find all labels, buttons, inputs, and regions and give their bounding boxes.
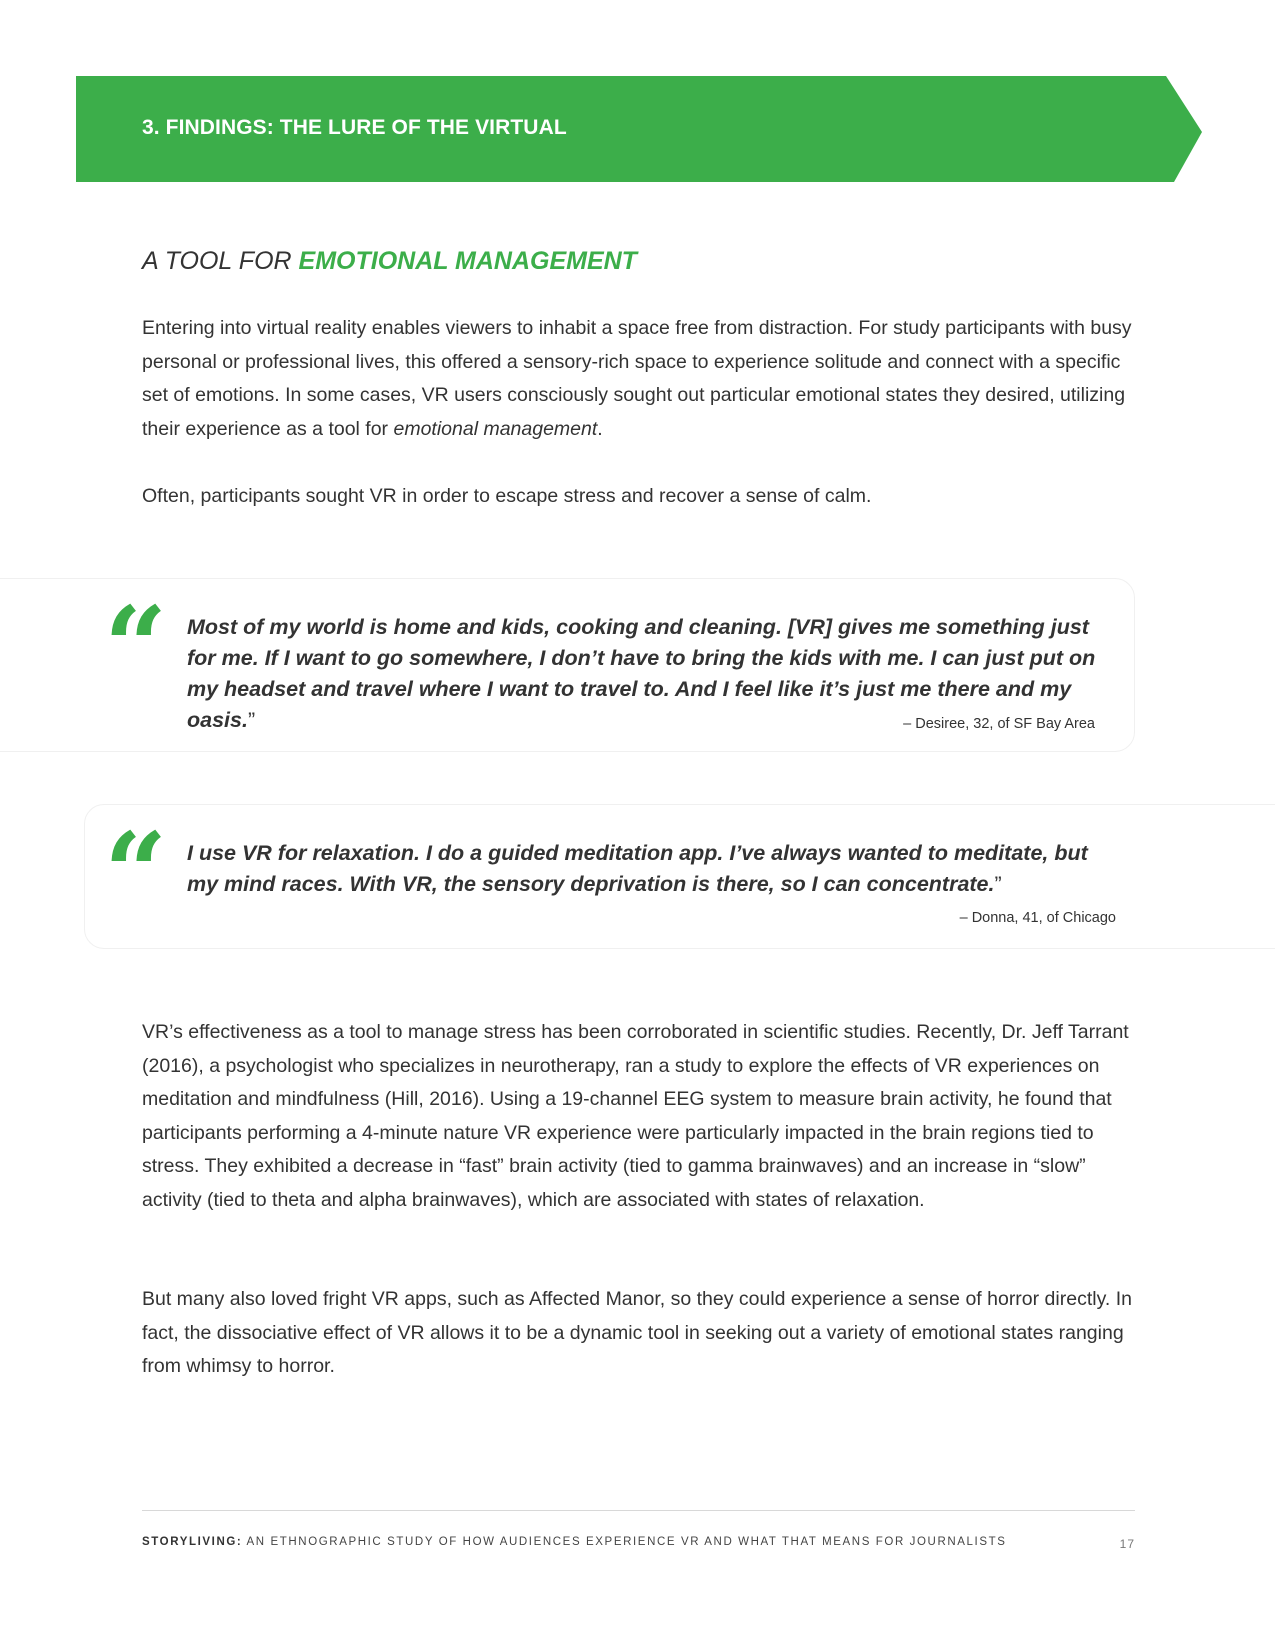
quote-mark-icon: “: [104, 808, 160, 937]
calm-paragraph: Often, participants sought VR in order to escape stress and recover a sense of calm.: [142, 485, 872, 507]
footer-brand: STORYLIVING:: [142, 1536, 243, 1548]
study-paragraph: VR’s effectiveness as a tool to manage stress has been corroborated in scientific studies. Recently, Dr. Jeff Tarrant (2016), a psychologist who specializes in neurotherapy, ran a study to explore the effects of VR experiences on meditation and mindfulness (Hill, 2016). Using a 19-channel EEG system to measure brain activity, he found that participants performing a 4-minute nature VR experience were particularly impacted in the brain regions tied to stress. They exhibited a decrease in “fast” brain activity (tied to gamma brainwaves) and an increase in “slow” activity (tied to theta and alpha brainwaves), which are associated with states of relaxation.: [142, 1021, 1129, 1211]
subheading-accent: EMOTIONAL MANAGEMENT: [298, 247, 637, 275]
fright-paragraph: But many also loved fright VR apps, such as Affected Manor, so they could experience a sense of horror directly. In fact, the dissociative effect of VR allows it to be a dynamic tool in seeking out a variety of emotional states ranging from whimsy to horror.: [142, 1288, 1132, 1377]
section-title: 3. FINDINGS: THE LURE OF THE VIRTUAL: [142, 116, 567, 139]
subheading-prefix: A TOOL FOR: [142, 247, 299, 275]
intro-text: Entering into virtual reality enables viewers to inhabit a space free from distraction. For study participants with busy personal or professional lives, this offered a sensory-rich space to experience solitude and connect with a specific set of emotions. In some cases, VR users consciously sought out particular emotional states they desired, utilizing their experience as a tool for: [142, 317, 1132, 440]
quote-close: ”: [247, 708, 256, 732]
quote-close: ”: [994, 872, 1002, 896]
subheading: [142, 247, 637, 276]
footer-divider: [142, 1510, 1135, 1511]
intro-emphasis: emotional management: [393, 417, 598, 440]
section-banner: [76, 76, 1202, 182]
quote-attribution-donna: – Donna, 41, of Chicago: [959, 910, 1116, 926]
footer-title: [142, 1536, 1007, 1548]
quote-text-donna: [187, 838, 1107, 900]
quote-mark-icon: “: [104, 582, 160, 711]
quote-body: Most of my world is home and kids, cooking and cleaning. [VR] gives me something just for me. If I want to go somewhere, I don’t have to bring the kids with me. I can just put on my headset and travel where I want to travel to. And I feel like it’s just me there and my oasis.: [187, 615, 1096, 732]
quote-body: I use VR for relaxation. I do a guided meditation app. I’ve always wanted to meditate, but my mind races. With VR, the sensory deprivation is there, so I can concentrate.: [187, 841, 1088, 896]
footer-subtitle: AN ETHNOGRAPHIC STUDY OF HOW AUDIENCES EXPERIENCE VR AND WHAT THAT MEANS FOR JOURNALISTS: [242, 1536, 1007, 1548]
intro-end: .: [597, 417, 603, 440]
quote-attribution-desiree: – Desiree, 32, of SF Bay Area: [903, 716, 1095, 732]
page-number: 17: [1119, 1537, 1135, 1551]
intro-paragraph: [142, 312, 1142, 446]
